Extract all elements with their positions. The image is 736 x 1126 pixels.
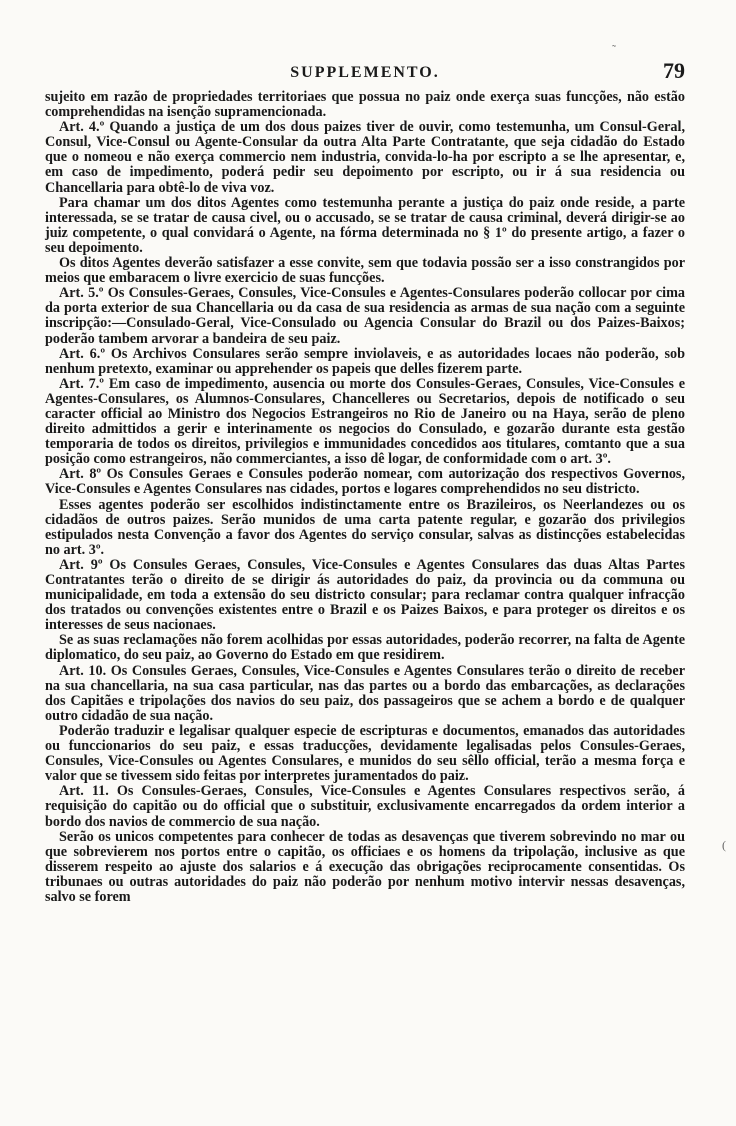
paragraph-art-8-agents: Esses agentes poderão ser escolhidos indistinctamente entre os Brazileiros, os Neerlandezes ou os cidadãos de outros paizes. Serão munidos de uma carta patente regular, e gozarão dos privilegios estipulados nesta Convenção a favor dos Agentes do serviço consular, salvas as distincções estabelecidas no art. 3º. [45,496,685,558]
paragraph-art-9-appeal: Se as suas reclamações não forem acolhidas por essas autoridades, poderão recorrer, na falta de Agente diplomatico, do seu paiz, ao Governo do Estado em que residirem. [45,632,685,664]
paragraph-art-11: Art. 11. Os Consules-Geraes, Consules, Vice-Consules e Agentes Consulares respectivos serão, á requisição do capitão ou do official que o substituir, exclusivamente encarregados da ordem interior a bordo dos navios de commercio de sua nação. [45,783,685,830]
margin-mark: ( [722,838,726,852]
paragraph-art-10: Art. 10. Os Consules Geraes, Consules, Vice-Consules e Agentes Consulares terão o direito de receber na sua chancellaria, na sua casa particular, nas das partes ou a bordo das embarcações, as declarações dos Capitães e tripolações dos navios do seu paiz, dos passageiros que se achem a bordo e de qualquer outro cidadão de sua nação. [45,662,685,724]
paragraph-continuation: sujeito em razão de propriedades territoriaes que possua no paiz onde exerça suas funcções, não estão comprehendidas na isenção supramencionada. [45,89,685,121]
paragraph-art-7: Art. 7.º Em caso de impedimento, ausencia ou morte dos Consules-Geraes, Consules, Vice-Consules e Agentes-Consulares, os Alumnos-Consulares, Chancelleres ou Secretarios, depois de notificado o seu caracter official ao Ministro dos Negocios Estrangeiros no Rio de Janeiro ou na Haya, serão de pleno direito admittidos a gerir e interinamente os negocios do Consulado, e gozarão durante esta gestão temporaria de todos os direitos, privilegios e immunidades concedidos aos titulares, comtanto que a sua posição como estrangeiros, não commerciantes, a isso dê logar, de conformidade com o art. 3º. [45,375,685,468]
page-header [45,58,685,88]
paragraph-art-4: Art. 4.º Quando a justiça de um dos dous paizes tiver de ouvir, como testemunha, um Consul-Geral, Consul, Vice-Consul ou Agente-Consular da outra Alta Parte Contratante, que seja cidadão do Estado que o nomeou e não exerça commercio nem industria, convida-lo-ha por escripto a se lhe apresentar, e, em caso de impedimento, poderá pedir seu depoimento por escripto, ou ir á sua residencia ou Chancellaria para obtê-lo de viva voz. [45,119,685,196]
running-title: SUPPLEMENTO. [290,64,440,81]
paragraph-art-11-disputes: Serão os unicos competentes para conhecer de todas as desavenças que tiverem sobrevindo no mar ou que sobrevierem nos portos entre o capitão, os officiaes e os homens da tripolação, inclusive as que disserem respeito ao ajuste dos salarios e á execução das obrigações reciprocamente consentidas. Os tribunaes ou outras autoridades do paiz não poderão por nenhum motivo intervir nessas desavenças, salvo se forem [45,828,685,905]
margin-mark: ˜ [612,42,616,56]
body-text [45,90,685,905]
paragraph-art-5: Art. 5.º Os Consules-Geraes, Consules, Vice-Consules e Agentes-Consulares poderão collocar por cima da porta exterior de sua Chancellaria ou da casa de sua residencia as armas de sua nação com a seguinte inscripção:—Consulado-Geral, Vice-Consulado ou Agencia Consular do Brazil ou dos Paizes-Baixos; poderão tambem arvorar a bandeira de seu paiz. [45,285,685,347]
paragraph-art-8: Art. 8º Os Consules Geraes e Consules poderão nomear, com autorização dos respectivos Governos, Vice-Consules e Agentes Consulares nas cidades, portos e logares comprehendidos no seu districto. [45,466,685,498]
paragraph-art-9: Art. 9º Os Consules Geraes, Consules, Vice-Consules e Agentes Consulares das duas Altas Partes Contratantes terão o direito de se dirigir ás autoridades do paiz, da provincia ou da communa ou municipalidade, em toda a extensão do seu districto consular; para reclamar contra qualquer infracção dos tratados ou convenções existentes entre o Brazil e os Paizes Baixos, e para proteger os direitos e os interesses de seus nacionaes. [45,556,685,634]
paragraph-art-10-translations: Poderão traduzir e legalisar qualquer especie de escripturas e documentos, emanados das autoridades ou funccionarios do seu paiz, e essas traducções, devidamente legalisadas pelos Consules-Geraes, Consules, Vice-Consules ou Agentes Consulares, e munidos do seu sêllo official, terão a mesma força e valor que se tivessem sido feitas por interpretes juramentados do paiz. [45,722,685,785]
paragraph-art-6: Art. 6.º Os Archivos Consulares serão sempre inviolaveis, e as autoridades locaes não poderão, sob nenhum pretexto, examinar ou apprehender os papeis que delles fizerem parte. [45,345,685,377]
paragraph-art-4-invitation: Os ditos Agentes deverão satisfazer a esse convite, sem que todavia possão ser a isso constrangidos por meios que embaracem o livre exercicio de suas funcções. [45,255,685,287]
paragraph-art-4-witness: Para chamar um dos ditos Agentes como testemunha perante a justiça do paiz onde reside, a parte interessada, se se tratar de causa civel, ou o accusado, se se tratar de causa criminal, deverá dirigir-se ao juiz competente, o qual convidará o Agente, na fórma determinada no § 1º do presente artigo, a fazer o seu depoimento. [45,194,685,256]
page-number: 79 [663,58,685,83]
